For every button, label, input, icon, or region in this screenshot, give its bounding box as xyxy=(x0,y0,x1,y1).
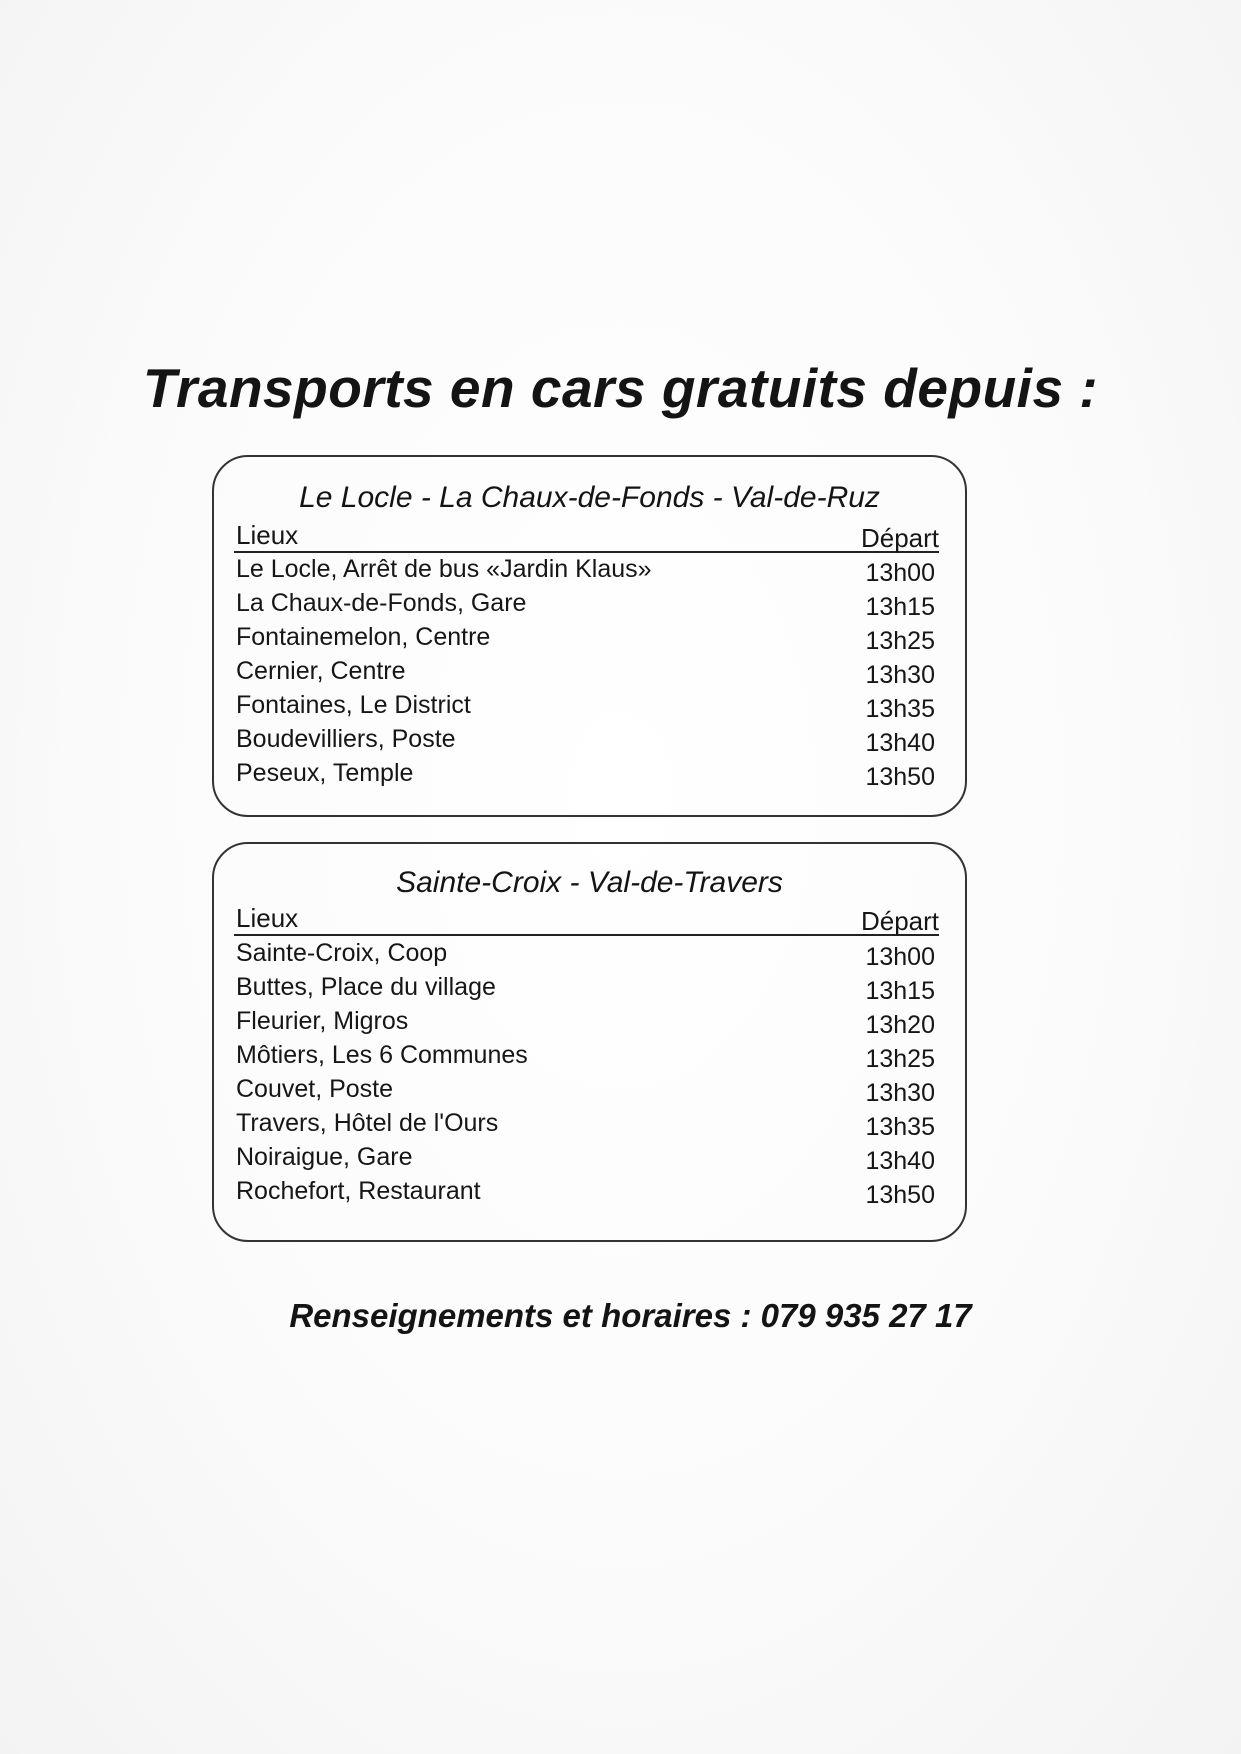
stop-time: 13h30 xyxy=(865,661,935,689)
stop-time: 13h50 xyxy=(865,1181,935,1209)
column-header-departure: Départ xyxy=(860,523,939,553)
stop-place: Peseux, Temple xyxy=(236,759,414,787)
stop-time: 13h35 xyxy=(865,695,935,723)
stop-row xyxy=(236,553,935,587)
stop-time: 13h15 xyxy=(865,593,935,621)
stop-time: 13h40 xyxy=(865,1147,935,1175)
stop-place: Couvet, Poste xyxy=(236,1075,394,1103)
column-header-departure: Départ xyxy=(860,906,939,936)
stop-row xyxy=(236,587,935,621)
column-header-place: Lieux xyxy=(236,903,299,933)
stop-place: Buttes, Place du village xyxy=(236,973,496,1001)
stop-place: Rochefort, Restaurant xyxy=(236,1177,481,1205)
stop-row xyxy=(236,621,935,655)
stop-row xyxy=(236,1175,935,1209)
column-header xyxy=(234,900,939,936)
schedule-box-sainte-croix xyxy=(212,842,967,1242)
stop-time: 13h20 xyxy=(865,1011,935,1039)
stop-time: 13h00 xyxy=(865,943,935,971)
stop-place: La Chaux-de-Fonds, Gare xyxy=(236,589,527,617)
stop-row xyxy=(236,1073,935,1107)
schedule-box-le-locle xyxy=(212,455,967,817)
stop-time: 13h25 xyxy=(865,627,935,655)
stop-place: Sainte-Croix, Coop xyxy=(236,939,448,967)
stop-place: Fontaines, Le District xyxy=(236,691,471,719)
stop-row xyxy=(236,689,935,723)
stop-place: Le Locle, Arrêt de bus «Jardin Klaus» xyxy=(236,555,652,583)
stop-time: 13h30 xyxy=(865,1079,935,1107)
stop-place: Fleurier, Migros xyxy=(236,1007,409,1035)
stop-list xyxy=(236,553,935,791)
route-title: Le Locle - La Chaux-de-Fonds - Val-de-Ruz xyxy=(299,481,880,514)
route-title: Sainte-Croix - Val-de-Travers xyxy=(396,866,783,899)
stop-list xyxy=(236,937,935,1209)
stop-time: 13h50 xyxy=(865,763,935,791)
stop-row xyxy=(236,1005,935,1039)
stop-time: 13h40 xyxy=(865,729,935,757)
stop-row xyxy=(236,655,935,689)
stop-row xyxy=(236,757,935,791)
stop-row xyxy=(236,1107,935,1141)
stop-place: Noiraigue, Gare xyxy=(236,1143,413,1171)
stop-row xyxy=(236,1141,935,1175)
stop-row xyxy=(236,1039,935,1073)
stop-place: Môtiers, Les 6 Communes xyxy=(236,1041,528,1069)
stop-time: 13h00 xyxy=(865,559,935,587)
stop-time: 13h15 xyxy=(865,977,935,1005)
page-headline: Transports en cars gratuits depuis : xyxy=(142,357,1099,419)
stop-time: 13h25 xyxy=(865,1045,935,1073)
stop-time: 13h35 xyxy=(865,1113,935,1141)
stop-row xyxy=(236,937,935,971)
stop-row xyxy=(236,971,935,1005)
stop-place: Travers, Hôtel de l'Ours xyxy=(236,1109,499,1137)
stop-row xyxy=(236,723,935,757)
column-header-place: Lieux xyxy=(236,520,299,550)
stop-place: Cernier, Centre xyxy=(236,657,406,685)
stop-place: Boudevilliers, Poste xyxy=(236,725,456,753)
column-header xyxy=(234,517,939,553)
stop-place: Fontainemelon, Centre xyxy=(236,623,491,651)
contact-line: Renseignements et horaires : 079 935 27 17 xyxy=(289,1297,972,1334)
